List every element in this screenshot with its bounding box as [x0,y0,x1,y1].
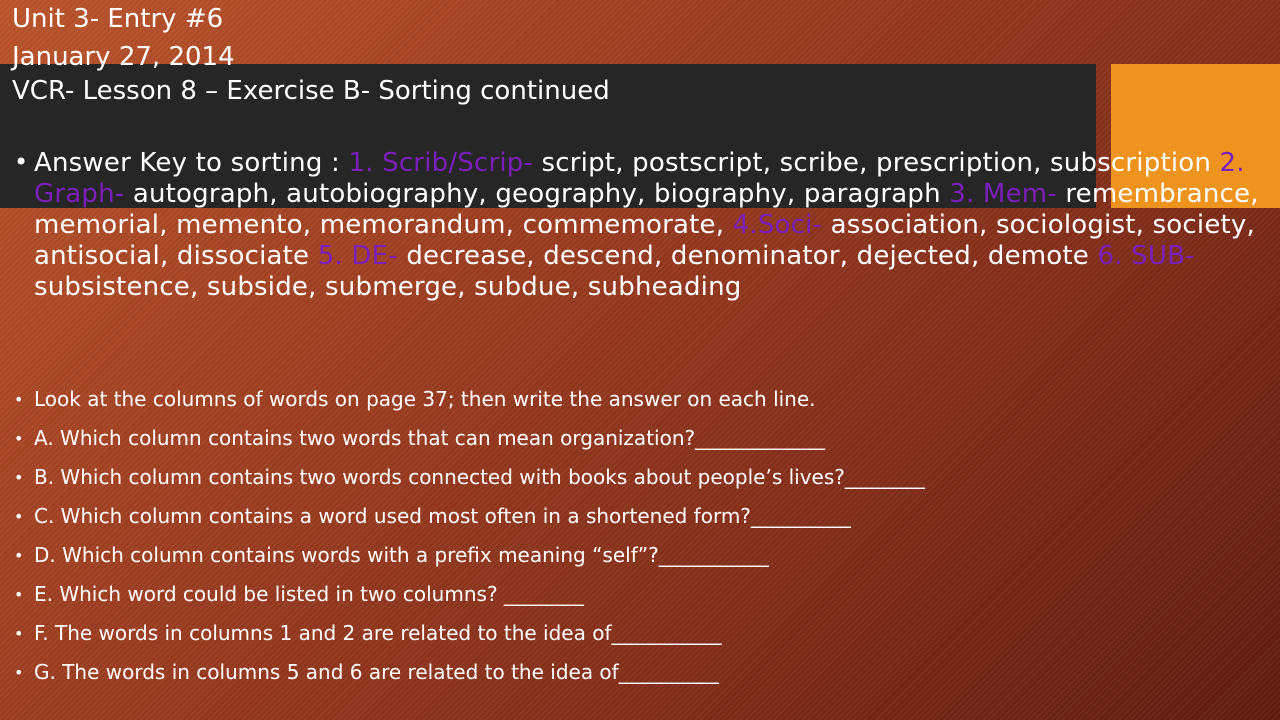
title-line-unit: Unit 3- Entry #6 [12,4,224,34]
answer-words: autograph, autobiography, geography, biography, paragraph [132,179,950,209]
bullet-icon: • [14,390,24,409]
answer-key-text [34,148,1264,303]
question-text: Look at the columns of words on page 37; then write the answer on each line. [34,387,816,411]
question-list [14,380,1264,692]
answer-words: association, sociologist, society, antisocial, dissociate [34,210,1255,271]
question-item [14,497,1264,536]
bullet-icon: • [14,468,24,487]
root-label: 2. Graph- [34,148,1245,209]
bullet-icon: • [14,429,24,448]
question-text: D. Which column contains words with a prefix meaning “self”?___________ [34,543,769,567]
answer-words: Answer Key to sorting : [34,148,349,178]
bullet-icon: • [14,546,24,565]
title-line-date: January 27, 2014 [12,42,235,72]
answer-words: subsistence, subside, submerge, subdue, subheading [34,272,742,302]
bullet-icon: • [14,585,24,604]
root-label: 1. Scrib/Scrip- [348,148,542,178]
question-item [14,536,1264,575]
question-text: C. Which column contains a word used most often in a shortened form?__________ [34,504,851,528]
question-item [14,653,1264,692]
root-label: 3. Mem- [949,179,1066,209]
question-item [14,458,1264,497]
question-item [14,380,1264,419]
bullet-icon: • [14,507,24,526]
question-text: E. Which word could be listed in two columns? ________ [34,582,584,606]
question-item [14,614,1264,653]
answer-words: script, postscript, scribe, prescription, subscription [541,148,1220,178]
question-item [14,575,1264,614]
question-text: G. The words in columns 5 and 6 are related to the idea of__________ [34,660,719,684]
root-label: 6. SUB- [1097,241,1195,271]
answer-words: remembrance, memorial, memento, memorandum, commemorate, [34,179,1259,240]
question-item [14,419,1264,458]
answer-key-block [14,148,1264,303]
root-label: 5. DE- [317,241,407,271]
question-text: A. Which column contains two words that can mean organization?_____________ [34,426,826,450]
question-text: B. Which column contains two words connected with books about people’s lives?________ [34,465,925,489]
bullet-icon: • [14,148,29,176]
title-line-lesson: VCR- Lesson 8 – Exercise B- Sorting continued [12,76,610,106]
bullet-icon: • [14,624,24,643]
bullet-icon: • [14,663,24,682]
slide-title [12,0,1272,110]
question-text: F. The words in columns 1 and 2 are related to the idea of___________ [34,621,722,645]
root-label: 4.Soci- [732,210,831,240]
answer-words: decrease, descend, denominator, dejected, demote [406,241,1098,271]
